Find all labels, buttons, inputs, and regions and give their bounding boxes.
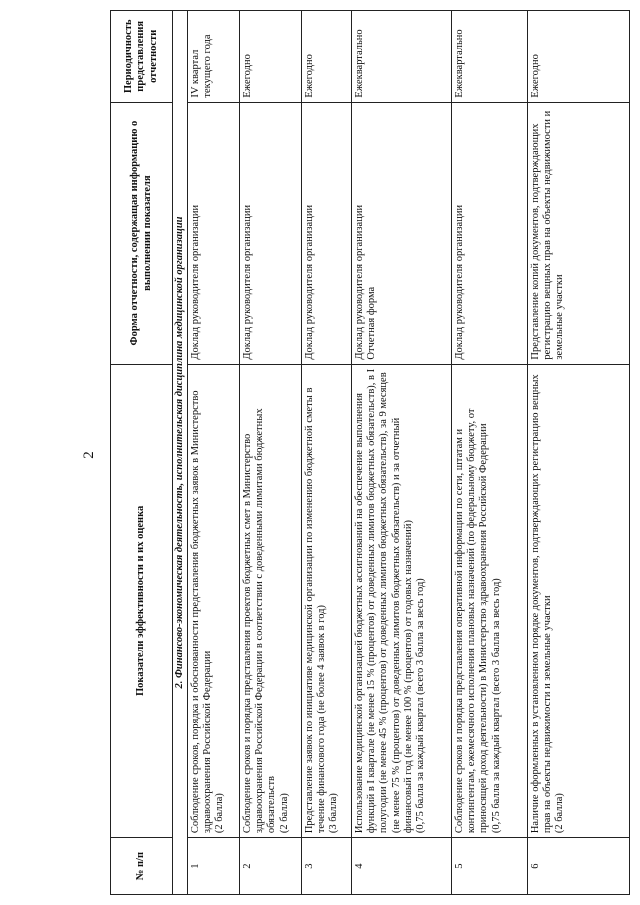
row-report-form: Доклад руководителя организации — [302, 102, 352, 364]
row-report-form: Доклад руководителя организации — [452, 102, 528, 364]
row-indicator: Наличие оформленных в установленном порядке документов, подтверждающих регистрацию вещных прав на объекты недвижимости и земельные участки (2 балла) — [528, 364, 630, 838]
rotated-table-wrapper — [110, 10, 630, 895]
row-report-form: Доклад руководителя организации — [188, 102, 240, 364]
row-report-form: Доклад руководителя организации Отчетная форма — [352, 102, 452, 364]
row-indicator: Соблюдение сроков, порядка и обоснованности представления бюджетных заявок в Министерство здравоохранения Российской Федерации (2 балла) — [188, 364, 240, 838]
table-header-row — [111, 11, 173, 895]
efficiency-indicators-table — [110, 10, 630, 895]
row-periodicity: IV квартал текущего года — [188, 11, 240, 103]
table-row — [452, 11, 528, 895]
row-periodicity: Ежегодно — [528, 11, 630, 103]
row-indicator: Представление заявок по инициативе медицинской организации по изменению бюджетной сметы в течение финансового года (не более 4 заявок в год) (3 балла) — [302, 364, 352, 838]
header-report-form: Форма отчетности, содержащая информацию о выполнении показателя — [111, 102, 173, 364]
header-periodicity: Периодичность представления отчетности — [111, 11, 173, 103]
table-row — [528, 11, 630, 895]
header-number: № п/п — [111, 838, 173, 895]
table-row — [302, 11, 352, 895]
row-periodicity: Ежегодно — [302, 11, 352, 103]
header-indicator: Показатели эффективности и их оценка — [111, 364, 173, 838]
row-indicator: Соблюдение сроков и порядка представления оперативной информации по сети, штатам и контингентам, ежемесячного исполнения плановых назначений (по федеральному бюджету, от приносящей доход деятельности) в Министерство здравоохранения Российской Федерации (0,75 балла за каждый квартал (всего 3 балла за весь год) — [452, 364, 528, 838]
row-number: 1 — [188, 838, 240, 895]
row-number: 5 — [452, 838, 528, 895]
row-periodicity: Ежеквартально — [352, 11, 452, 103]
row-periodicity: Ежеквартально — [452, 11, 528, 103]
table-row — [188, 11, 240, 895]
section-heading-row — [173, 11, 188, 895]
row-report-form: Доклад руководителя организации — [240, 102, 302, 364]
document-table-area — [110, 10, 630, 895]
row-number: 4 — [352, 838, 452, 895]
row-periodicity: Ежегодно — [240, 11, 302, 103]
row-number: 6 — [528, 838, 630, 895]
row-indicator: Использование медицинской организацией бюджетных ассигнований на обеспечение выполнения функций в I квартале (не менее 15 % (процентов) от доведенных лимитов бюджетных обязательств), в I полугодии (не менее 45 % (процентов) от доведенных лимитов бюджетных обязательств), за 9 месяцев (не менее 75 % (процентов) от доведенных лимитов бюджетных обязательств) и за отчетный финансовый год (не менее 100 % (процентов) от годовых назначений) (0,75 балла за каждый квартал (всего 3 балла за весь год) — [352, 364, 452, 838]
section-title: 2. Финансово-экономическая деятельность, исполнительская дисциплина медицинской организации — [173, 11, 188, 895]
row-indicator: Соблюдение сроков и порядка представления проектов бюджетных смет в Министерство здравоохранения Российской Федерации в соответствии с доведенными лимитами бюджетных обязательств (2 балла) — [240, 364, 302, 838]
row-report-form: Представление копий документов, подтверждающих регистрацию вещных прав на объекты недвижимости и земельные участки — [528, 102, 630, 364]
row-number: 3 — [302, 838, 352, 895]
table-row — [352, 11, 452, 895]
table-row — [240, 11, 302, 895]
page-number: 2 — [81, 451, 97, 459]
row-number: 2 — [240, 838, 302, 895]
